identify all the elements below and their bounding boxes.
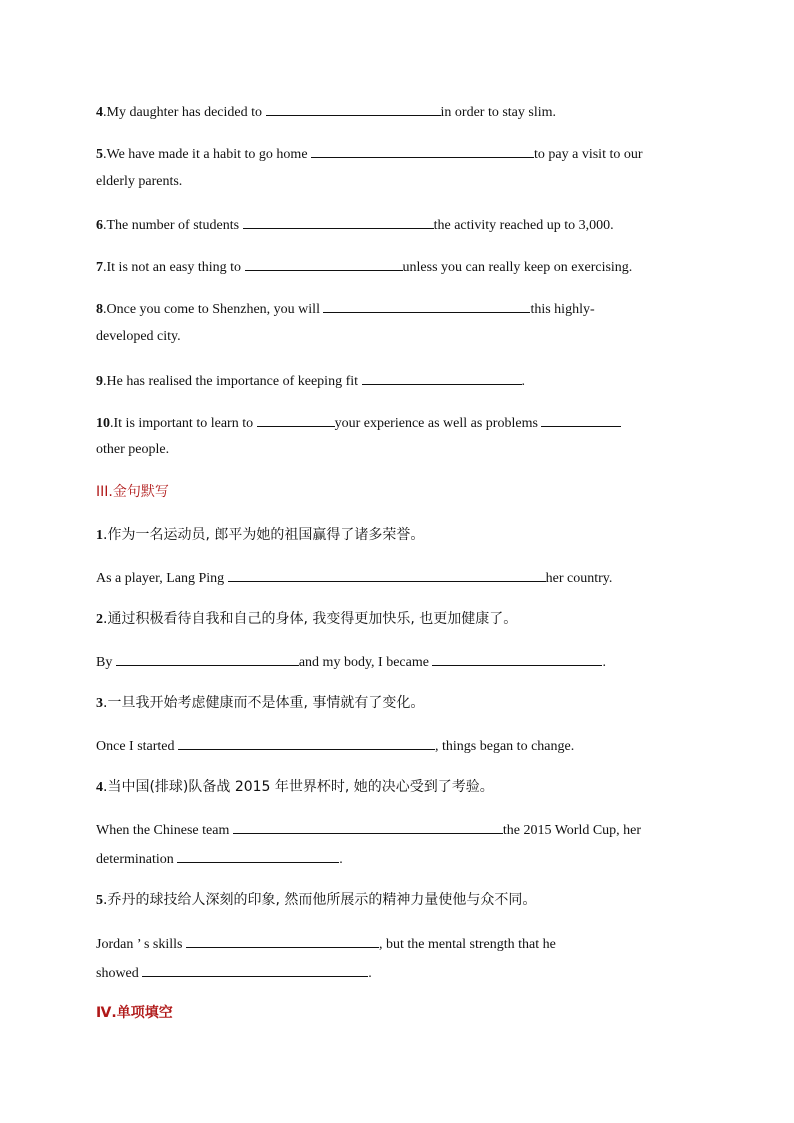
section-heading-3: III.金句默写 [96,484,169,500]
chinese-text: .当中国(排球)队备战 2015 年世界杯时, 她的决心受到了考验。 [103,779,494,795]
item-text: unless you can really keep on exercising. [402,260,633,275]
item-text: determination [96,852,178,867]
exercise-item-5 [96,143,643,165]
item-number: 3 [96,696,103,711]
sentence-2-chinese [96,609,517,630]
item-number: 7 [96,260,103,275]
exercise-item-9 [96,370,525,392]
answer-blank[interactable] [228,567,546,582]
item-number: 2 [96,612,103,627]
answer-blank[interactable] [541,412,621,427]
item-text: your experience as well as problems [334,416,542,431]
item-text: . [521,374,526,389]
chinese-text: .一旦我开始考虑健康而不是体重, 事情就有了变化。 [103,695,425,711]
item-text: elderly parents. [96,174,183,189]
sentence-2-english [96,651,606,673]
sentence-5-english-cont [96,962,372,984]
item-text: .Once you come to Shenzhen, you will [103,302,324,317]
item-number: 4 [96,105,103,120]
exercise-item-8 [96,298,595,320]
item-number: 4 [96,780,103,795]
exercise-item-7 [96,256,632,278]
item-text: showed [96,966,143,981]
item-text: .The number of students [103,218,243,233]
item-text: , but the mental strength that he [378,937,556,952]
item-number: 10 [96,416,110,431]
item-text: .My daughter has decided to [103,105,266,120]
item-text: . [602,655,606,670]
item-text: Once I started [96,739,179,754]
section-heading-4: Ⅳ.单项填空 [96,1005,173,1021]
exercise-item-8-cont [96,327,181,347]
answer-blank[interactable] [177,848,339,863]
exercise-item-10-cont [96,440,169,460]
answer-blank[interactable] [245,256,403,271]
item-text: and my body, I became [298,655,433,670]
answer-blank[interactable] [243,214,434,229]
item-text: her country. [545,571,613,586]
item-text: .We have made it a habit to go home [103,147,312,162]
item-number: 8 [96,302,103,317]
answer-blank[interactable] [257,412,335,427]
item-text: in order to stay slim. [440,105,557,120]
sentence-4-english-cont [96,848,343,870]
exercise-item-6 [96,214,614,236]
item-number: 6 [96,218,103,233]
sentence-5-english [96,933,556,955]
exercise-item-10 [96,412,621,434]
item-text: .It is important to learn to [110,416,257,431]
item-text: . [339,852,343,867]
item-text: .He has realised the importance of keeping fit [103,374,362,389]
item-text: As a player, Lang Ping [96,571,228,586]
item-text: Jordan ’ s skills [96,937,186,952]
item-text: the 2015 World Cup, her [502,823,642,838]
answer-blank[interactable] [432,651,602,666]
item-text: When the Chinese team [96,823,233,838]
item-number: 5 [96,893,103,908]
exercise-item-5-cont [96,172,182,192]
item-text: .It is not an easy thing to [103,260,245,275]
item-text: developed city. [96,329,181,344]
answer-blank[interactable] [116,651,299,666]
item-text: , things began to change. [435,739,575,754]
item-text: to pay a visit to our [534,147,643,162]
chinese-text: .作为一名运动员, 郎平为她的祖国赢得了诸多荣誉。 [103,527,425,543]
answer-blank[interactable] [233,819,503,834]
answer-blank[interactable] [323,298,530,313]
answer-blank[interactable] [142,962,368,977]
sentence-1-english [96,567,612,589]
item-number: 1 [96,528,103,543]
answer-blank[interactable] [266,101,441,116]
sentence-4-english [96,819,641,841]
item-text: other people. [96,442,170,457]
item-text: By [96,655,116,670]
answer-blank[interactable] [362,370,522,385]
chinese-text: .通过积极看待自我和自己的身体, 我变得更加快乐, 也更加健康了。 [103,611,518,627]
sentence-3-english [96,735,574,757]
sentence-5-chinese [96,890,536,911]
item-text: . [368,966,372,981]
item-text: the activity reached up to 3,000. [433,218,614,233]
answer-blank[interactable] [186,933,379,948]
exercise-item-4 [96,101,556,123]
sentence-4-chinese [96,777,494,798]
chinese-text: .乔丹的球技给人深刻的印象, 然而他所展示的精神力量使他与众不同。 [103,892,537,908]
sentence-3-chinese [96,693,424,714]
answer-blank[interactable] [178,735,435,750]
item-number: 9 [96,374,103,389]
answer-blank[interactable] [311,143,534,158]
sentence-1-chinese [96,525,424,546]
item-number: 5 [96,147,103,162]
item-text: this highly- [530,302,595,317]
